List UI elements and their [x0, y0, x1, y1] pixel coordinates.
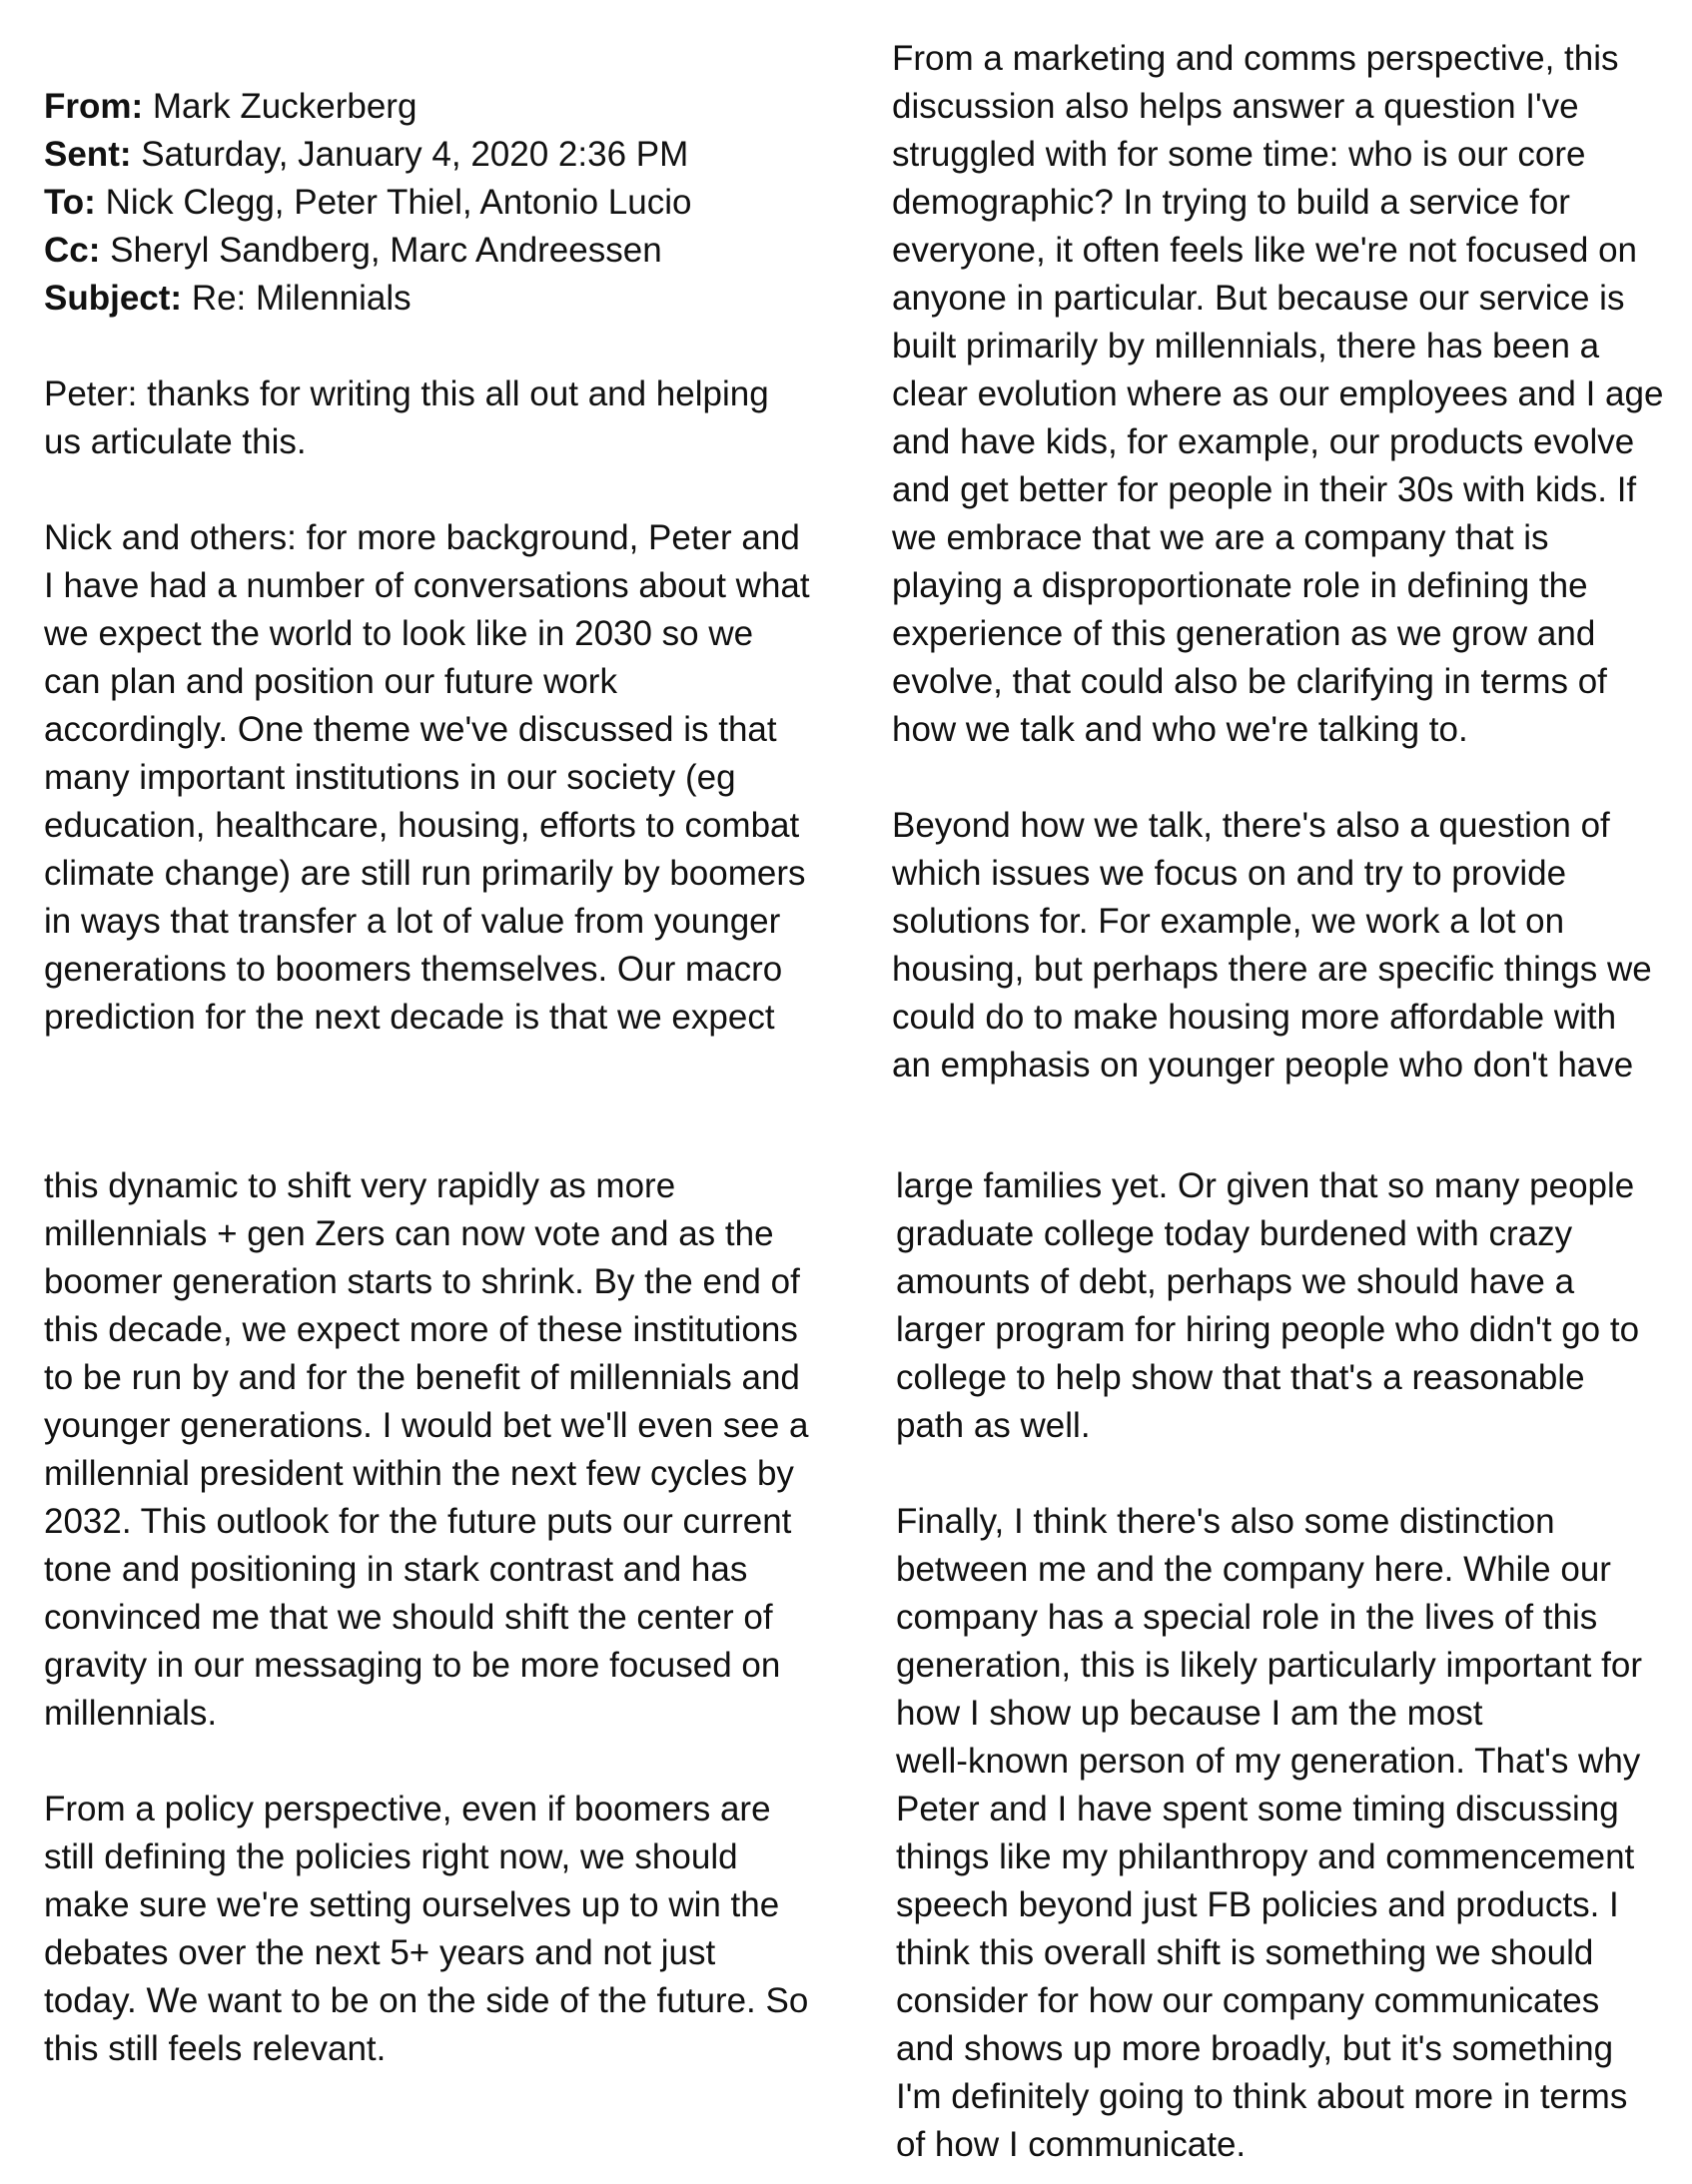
text-line: to be run by and for the benefit of millennials and	[44, 1358, 800, 1397]
text-line: education, healthcare, housing, efforts to combat	[44, 806, 800, 845]
text-line: convinced me that we should shift the center of	[44, 1598, 773, 1637]
text-line: housing, but perhaps there are specific things we	[892, 950, 1652, 989]
text-line: Nick and others: for more background, Peter and	[44, 518, 800, 557]
text-line: college to help show that that's a reasonable	[896, 1358, 1585, 1397]
cc-line: Cc: Sheryl Sandberg, Marc Andreessen	[44, 231, 662, 270]
text-line: amounts of debt, perhaps we should have a	[896, 1262, 1575, 1301]
text-line: everyone, it often feels like we're not focused on	[892, 231, 1638, 270]
text-line: 2032. This outlook for the future puts our current	[44, 1502, 792, 1541]
text-line: and shows up more broadly, but it's something	[896, 2029, 1614, 2068]
text-line: we embrace that we are a company that is	[892, 518, 1549, 557]
text-line: playing a disproportionate role in defining the	[892, 566, 1588, 605]
text-line: boomer generation starts to shrink. By the end of	[44, 1262, 800, 1301]
text-line: demographic? In trying to build a service for	[892, 183, 1570, 222]
text-line: graduate college today burdened with crazy	[896, 1214, 1573, 1253]
text-line: generations to boomers themselves. Our macro	[44, 950, 783, 989]
text-line: gravity in our messaging to be more focused on	[44, 1646, 781, 1685]
paragraph-dynamic	[44, 1162, 833, 1738]
subject-line: Subject: Re: Milennials	[44, 279, 412, 318]
text-line: we expect the world to look like in 2030 so we	[44, 614, 754, 653]
text-line: millennials + gen Zers can now vote and as the	[44, 1214, 774, 1253]
text-line: how we talk and who we're talking to.	[892, 710, 1468, 749]
text-line: prediction for the next decade is that we expect	[44, 998, 775, 1037]
text-line: still defining the policies right now, we should	[44, 1837, 738, 1876]
text-line: an emphasis on younger people who don't have	[892, 1046, 1634, 1085]
text-line: make sure we're setting ourselves up to win the	[44, 1885, 780, 1924]
text-line: discussion also helps answer a question I've	[892, 87, 1579, 126]
subject-value: Re: Milennials	[191, 279, 412, 318]
text-line: millennials.	[44, 1694, 218, 1733]
paragraph-thanks	[44, 370, 833, 466]
text-line: millennial president within the next few cycles by	[44, 1454, 794, 1493]
text-line: larger program for hiring people who didn't go to	[896, 1310, 1640, 1349]
text-line: how I show up because I am the most	[896, 1694, 1483, 1733]
bottom-left-block	[44, 1162, 833, 2073]
text-line: things like my philanthropy and commencement	[896, 1837, 1635, 1876]
text-line: struggled with for some time: who is our core	[892, 135, 1586, 174]
text-line: which issues we focus on and try to provide	[892, 854, 1567, 893]
text-line: large families yet. Or given that so many people	[896, 1166, 1635, 1205]
text-line: I'm definitely going to think about more in terms	[896, 2077, 1628, 2116]
paragraph-background	[44, 514, 833, 1042]
text-line: this dynamic to shift very rapidly as more	[44, 1166, 676, 1205]
text-line: experience of this generation as we grow and	[892, 614, 1596, 653]
text-line: and have kids, for example, our products evolve	[892, 422, 1635, 461]
text-line: debates over the next 5+ years and not just	[44, 1933, 716, 1972]
from-line: From: Mark Zuckerberg	[44, 87, 418, 126]
text-line: path as well.	[896, 1406, 1091, 1445]
sent-value: Saturday, January 4, 2020 2:36 PM	[141, 135, 689, 174]
text-line: solutions for. For example, we work a lot on	[892, 902, 1565, 941]
text-line: could do to make housing more affordable with	[892, 998, 1617, 1037]
text-line: Finally, I think there's also some distinction	[896, 1502, 1555, 1541]
text-line: of how I communicate.	[896, 2125, 1247, 2164]
text-line: consider for how our company communicates	[896, 1981, 1600, 2020]
sent-line: Sent: Saturday, January 4, 2020 2:36 PM	[44, 135, 689, 174]
text-line: generation, this is likely particularly important for	[896, 1646, 1642, 1685]
text-line: Beyond how we talk, there's also a question of	[892, 806, 1610, 845]
text-line: speech beyond just FB policies and products. I	[896, 1885, 1619, 1924]
text-line: I have had a number of conversations about what	[44, 566, 810, 605]
text-line: many important institutions in our society (eg	[44, 758, 736, 797]
text-line: From a policy perspective, even if boomers are	[44, 1790, 771, 1828]
text-line: clear evolution where as our employees and I age	[892, 374, 1664, 413]
text-line: us articulate this.	[44, 422, 307, 461]
paragraph-issues	[892, 802, 1681, 1090]
text-line: From a marketing and comms perspective, this	[892, 39, 1619, 78]
text-line: tone and positioning in stark contrast and has	[44, 1550, 748, 1589]
text-line: Peter and I have spent some timing discussing	[896, 1790, 1619, 1828]
text-line: climate change) are still run primarily by boomers	[44, 854, 806, 893]
text-line: think this overall shift is something we should	[896, 1933, 1594, 1972]
text-line: this decade, we expect more of these institutions	[44, 1310, 798, 1349]
text-line: anyone in particular. But because our service is	[892, 279, 1625, 318]
text-line: today. We want to be on the side of the future. So	[44, 1981, 809, 2020]
text-line: Peter: thanks for writing this all out and helping	[44, 374, 769, 413]
paragraph-finally	[896, 1498, 1685, 2169]
text-line: company has a special role in the lives of this	[896, 1598, 1598, 1637]
text-line: this still feels relevant.	[44, 2029, 387, 2068]
email-header	[44, 83, 833, 323]
to-line: To: Nick Clegg, Peter Thiel, Antonio Lucio	[44, 183, 692, 222]
text-line: evolve, that could also be clarifying in terms of	[892, 662, 1607, 701]
paragraph-policy	[44, 1786, 833, 2073]
text-line: well-known person of my generation. That's why	[896, 1742, 1641, 1781]
text-line: accordingly. One theme we've discussed is that	[44, 710, 777, 749]
text-line: and get better for people in their 30s with kids. If	[892, 470, 1637, 509]
to-value: Nick Clegg, Peter Thiel, Antonio Lucio	[105, 183, 692, 222]
bottom-right-block	[896, 1162, 1685, 2169]
paragraph-families	[896, 1162, 1685, 1450]
text-line: can plan and position our future work	[44, 662, 617, 701]
from-value: Mark Zuckerberg	[152, 87, 418, 126]
text-line: built primarily by millennials, there has been a	[892, 327, 1600, 365]
top-right-block	[892, 35, 1681, 1090]
paragraph-marketing	[892, 35, 1681, 754]
text-line: between me and the company here. While our	[896, 1550, 1611, 1589]
text-line: in ways that transfer a lot of value from younger	[44, 902, 781, 941]
cc-value: Sheryl Sandberg, Marc Andreessen	[110, 231, 662, 270]
top-left-block	[44, 83, 833, 1042]
text-line: younger generations. I would bet we'll even see a	[44, 1406, 809, 1445]
